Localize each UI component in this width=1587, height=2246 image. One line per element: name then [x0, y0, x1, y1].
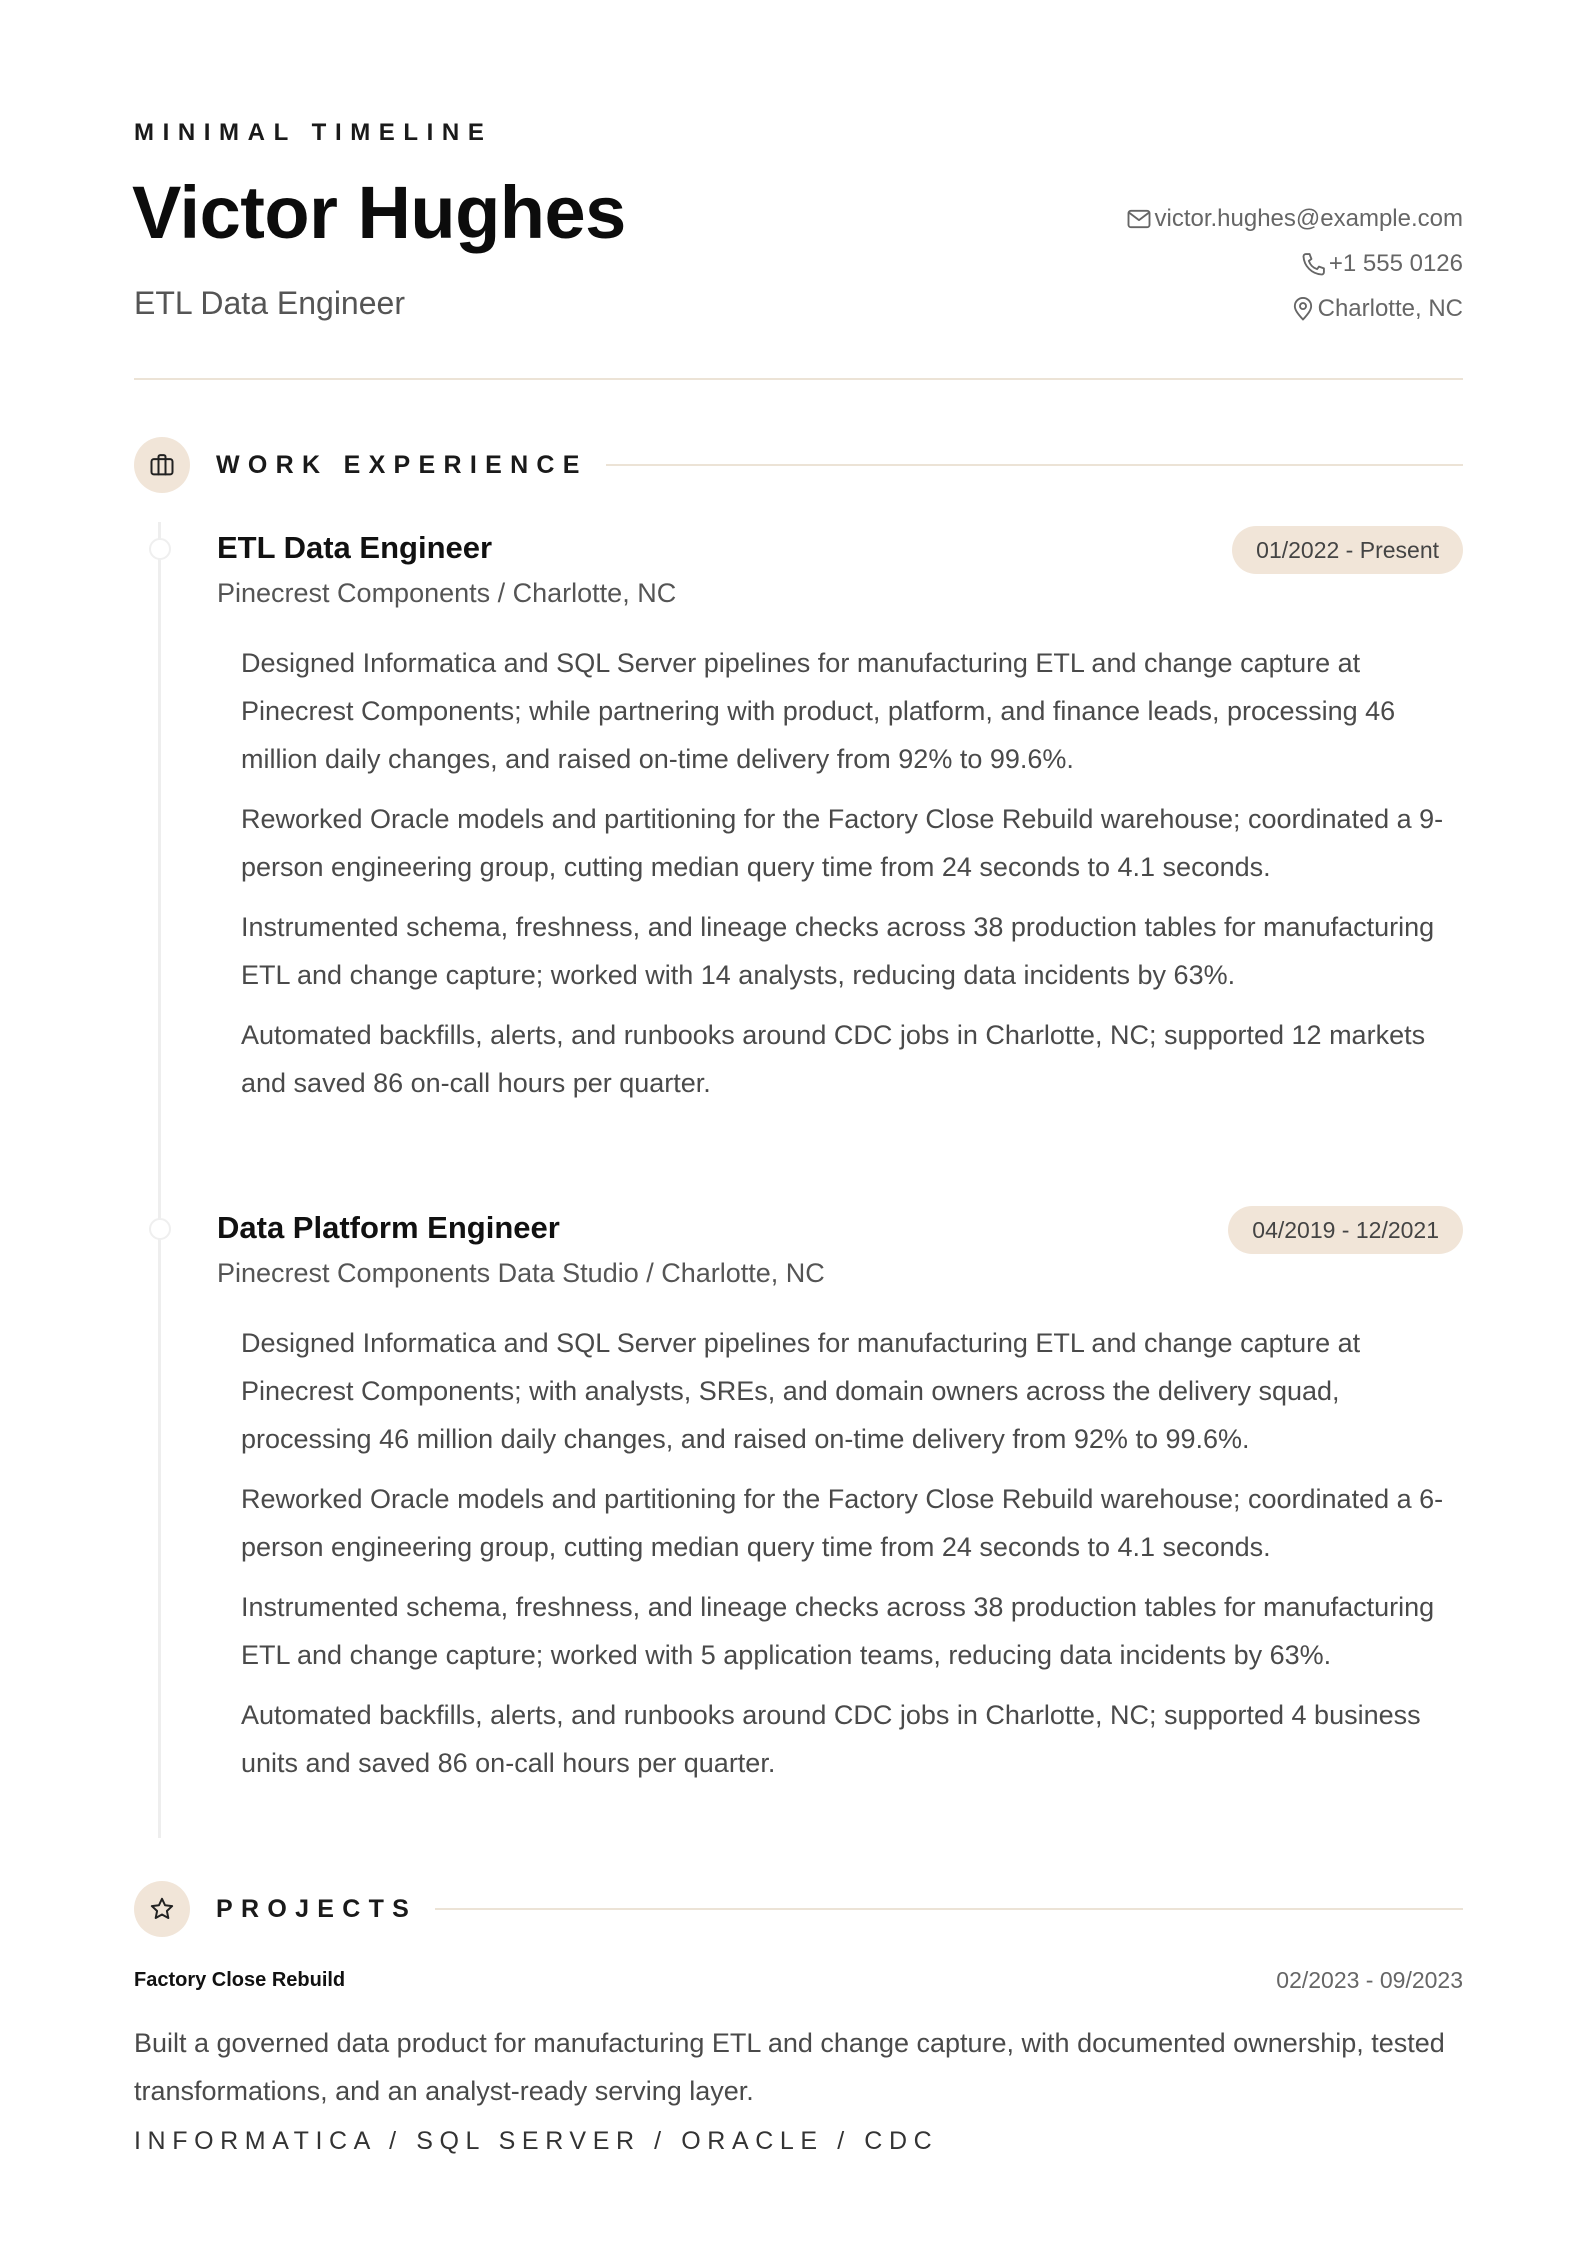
job-date-badge: 01/2022 - Present: [1232, 526, 1463, 574]
location-pin-icon: [1289, 295, 1317, 323]
job-bullet: Automated backfills, alerts, and runbooks around CDC jobs in Charlotte, NC; supported 12 markets and saved 86 on-call hours per quarter.: [241, 1020, 1426, 1098]
job-bullets: [241, 1319, 1463, 1787]
project-name: Factory Close Rebuild: [134, 1969, 346, 1991]
contact-phone-text: +1 555 0126: [1328, 250, 1463, 277]
job-bullet: Reworked Oracle models and partitioning for the Factory Close Rebuild warehouse; coordinated a 9-person engineering group, cutting median query time from 24 seconds to 4.1 seconds.: [241, 804, 1444, 882]
job-bullet: Designed Informatica and SQL Server pipelines for manufacturing ETL and change capture at Pinecrest Components; with analysts, SREs, and domain owners across the delivery squad, processing 46 million daily changes, and raised on-time delivery from 92% to 99.6%.: [241, 1328, 1361, 1454]
contact-email-text: victor.hughes@example.com: [1154, 205, 1463, 232]
projects-header: [134, 1880, 1463, 1938]
timeline-line: [158, 522, 161, 1838]
section-divider: [435, 1908, 1463, 1910]
job-header: [217, 1204, 1463, 1258]
job-entry: [217, 524, 1463, 1119]
phone-icon: [1300, 250, 1328, 278]
job-company: Pinecrest Components / Charlotte, NC: [217, 578, 677, 608]
timeline-dot: [149, 1218, 171, 1240]
template-kicker: MINIMAL TIMELINE: [134, 119, 493, 146]
job-bullet: Instrumented schema, freshness, and lineage checks across 38 production tables for manufacturing ETL and change capture; worked with 5 application teams, reducing data incidents by 63%.: [241, 1592, 1435, 1670]
project-description: Built a governed data product for manufacturing ETL and change capture, with documented ownership, tested transformations, and an analyst-ready serving layer.: [134, 2028, 1445, 2106]
briefcase-icon: [134, 437, 190, 493]
work-experience-header: [134, 436, 1463, 494]
job-bullet: Automated backfills, alerts, and runbooks around CDC jobs in Charlotte, NC; supported 4 business units and saved 86 on-call hours per quarter.: [241, 1700, 1421, 1778]
contact-phone[interactable]: [1300, 249, 1463, 279]
job-bullet: Reworked Oracle models and partitioning for the Factory Close Rebuild warehouse; coordinated a 6-person engineering group, cutting median query time from 24 seconds to 4.1 seconds.: [241, 1484, 1444, 1562]
job-bullets: [241, 639, 1463, 1107]
star-icon: [134, 1881, 190, 1937]
project-entry: [134, 1967, 1463, 2156]
mail-icon: [1125, 205, 1153, 233]
header-divider: [134, 378, 1463, 380]
section-title: PROJECTS: [216, 1894, 418, 1923]
project-dates: 02/2023 - 09/2023: [1276, 1967, 1463, 1993]
job-bullet: Instrumented schema, freshness, and lineage checks across 38 production tables for manufacturing ETL and change capture; worked with 14 analysts, reducing data incidents by 63%.: [241, 912, 1435, 990]
job-bullet: Designed Informatica and SQL Server pipelines for manufacturing ETL and change capture at Pinecrest Components; while partnering with product, platform, and finance leads, processing 46 million daily changes, and raised on-time delivery from 92% to 99.6%.: [241, 648, 1396, 774]
job-date-badge: 04/2019 - 12/2021: [1228, 1206, 1463, 1254]
section-title: WORK EXPERIENCE: [216, 450, 588, 479]
project-tech-stack: INFORMATICA / SQL SERVER / ORACLE / CDC: [134, 2127, 939, 2155]
job-title: Data Platform Engineer: [217, 1210, 560, 1245]
job-title: ETL Data Engineer: [217, 530, 493, 565]
job-entry: [217, 1204, 1463, 1799]
contact-block: [1125, 204, 1463, 324]
contact-location: [1289, 294, 1463, 324]
contact-location-text: Charlotte, NC: [1317, 295, 1463, 322]
contact-email[interactable]: [1125, 204, 1463, 234]
candidate-name: Victor Hughes: [132, 171, 626, 254]
job-header: [217, 524, 1463, 578]
section-divider: [606, 464, 1463, 466]
job-company: Pinecrest Components Data Studio / Charlotte, NC: [217, 1258, 825, 1288]
candidate-title: ETL Data Engineer: [134, 285, 405, 321]
project-header: [134, 1967, 1463, 1997]
timeline-dot: [149, 538, 171, 560]
